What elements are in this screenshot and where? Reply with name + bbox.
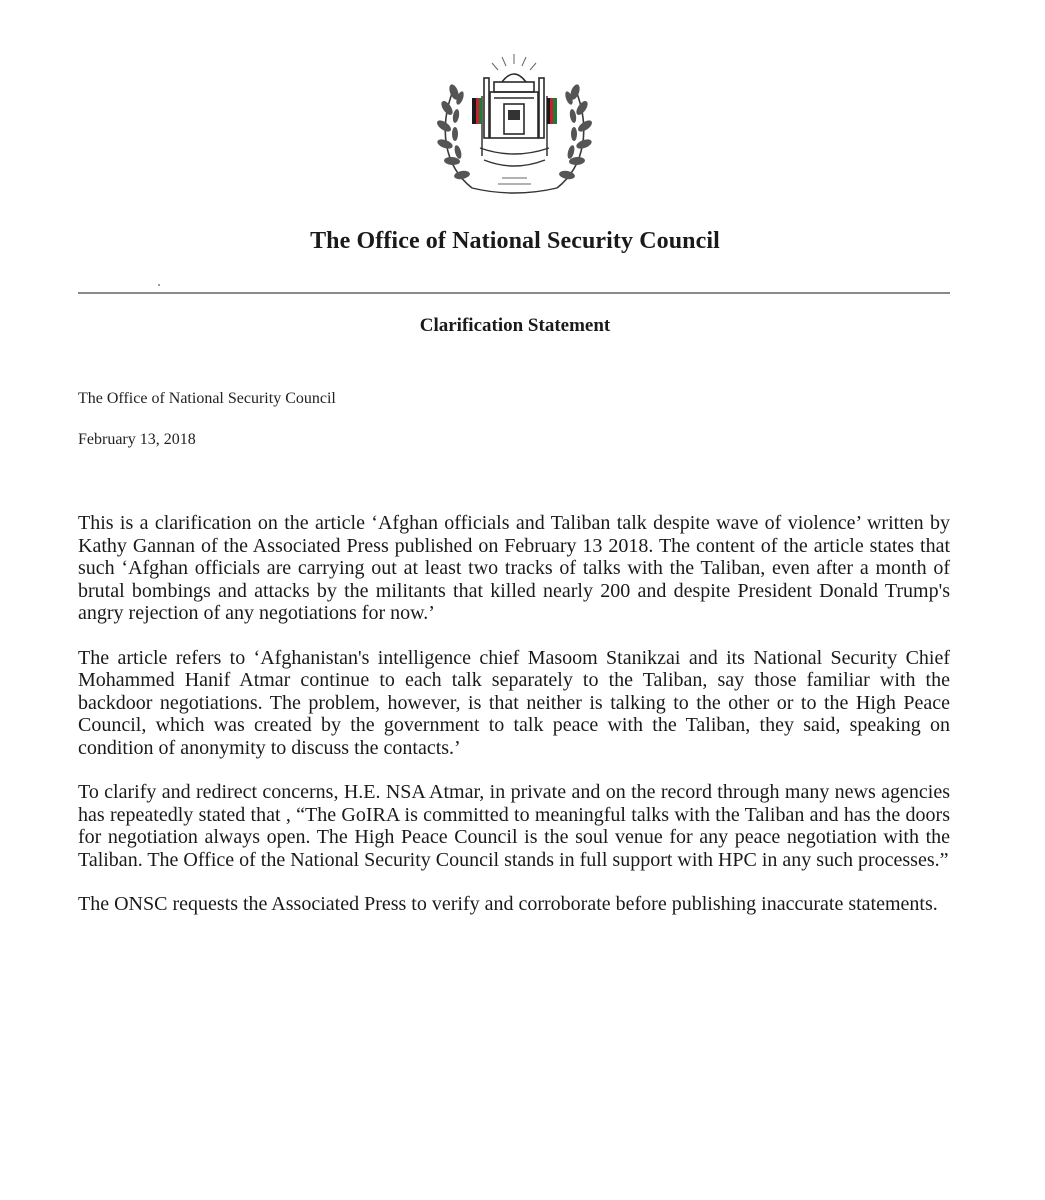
sender-office: The Office of National Security Council <box>78 390 336 407</box>
statement-date: February 13, 2018 <box>78 431 196 448</box>
body-paragraph: The ONSC requests the Associated Press to verify and corroborate before publishing inaccurate statements. <box>78 893 938 915</box>
national-emblem-icon <box>432 48 597 208</box>
statement-body <box>78 512 950 938</box>
body-paragraph: This is a clarification on the article ‘Afghan officials and Taliban talk despite wave of violence’ written by Kathy Gannan of the Associated Press published on February 13 2018. The content of the article states that such ‘Afghan officials are carrying out at least two tracks of talks with the Taliban, even after a month of brutal bombings and attacks by the militants that killed nearly 200 and despite President Donald Trump's angry rejection of any negotiations for now.’ <box>78 512 950 624</box>
body-paragraph: To clarify and redirect concerns, H.E. NSA Atmar, in private and on the record through many news agencies has repeatedly stated that , “The GoIRA is committed to meaningful talks with the Taliban and has the doors for negotiation always open. The High Peace Council is the soul venue for any peace negotiation with the Taliban. The Office of the National Security Council stands in full support with HPC in any such processes.” <box>78 781 950 871</box>
header-divider <box>78 292 950 294</box>
scan-speck <box>158 284 160 286</box>
statement-title: Clarification Statement <box>419 315 611 336</box>
organization-title: The Office of National Security Council <box>310 228 720 254</box>
body-paragraph: The article refers to ‘Afghanistan's intelligence chief Masoom Stanikzai and its National Security Chief Mohammed Hanif Atmar continue to each talk separately to the Taliban, say those familiar with the backdoor negotiations. The problem, however, is that neither is talking to the other or to the High Peace Council, which was created by the government to talk peace with the Taliban, they said, speaking on condition of anonymity to discuss the contacts.’ <box>78 646 950 759</box>
